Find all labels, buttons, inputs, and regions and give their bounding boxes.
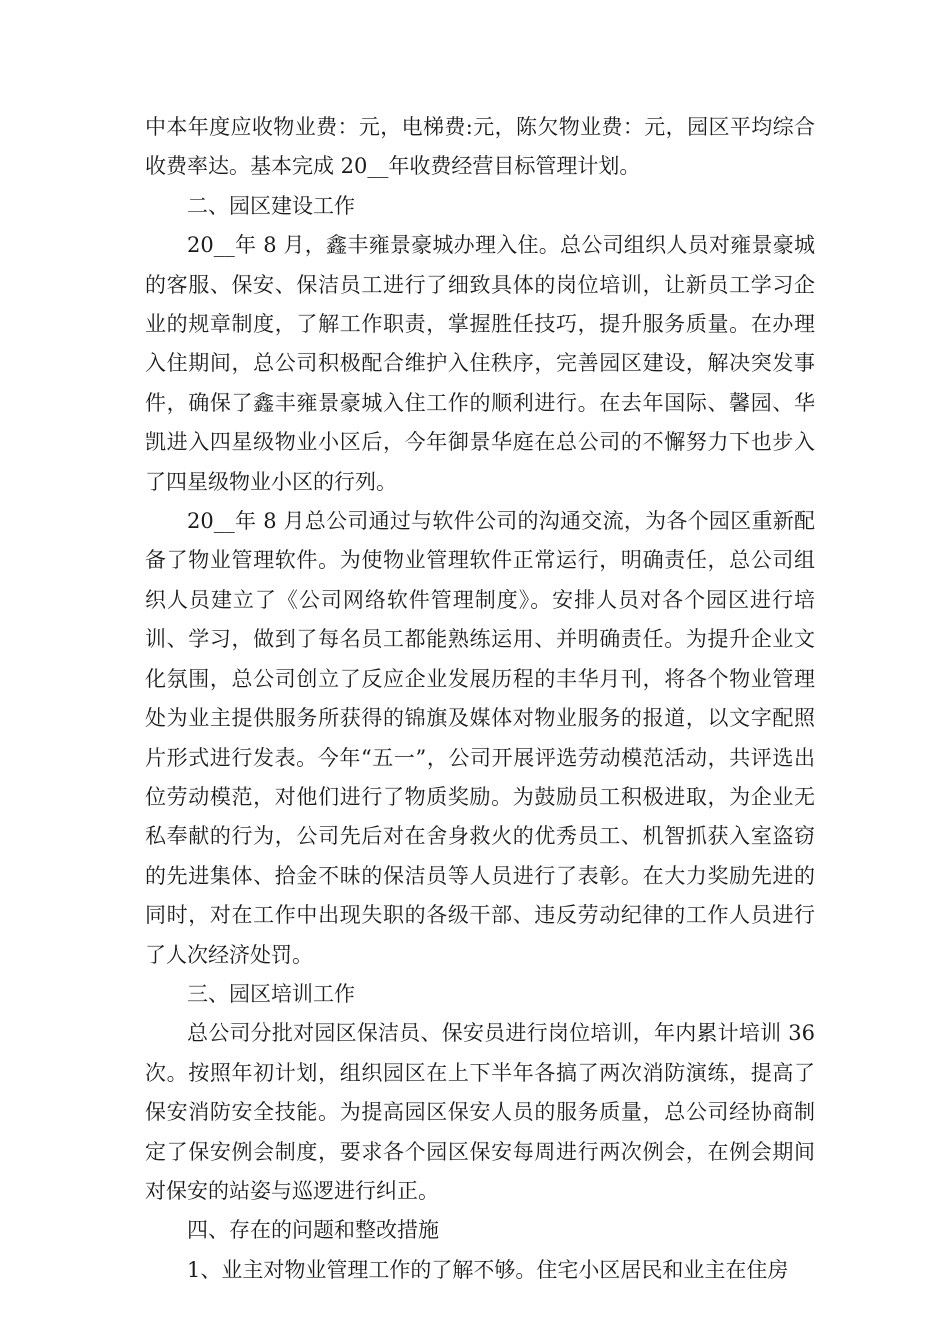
document-page bbox=[145, 108, 815, 1290]
section-heading-park-training: 三、园区培训工作 bbox=[187, 981, 355, 1006]
section-heading-park-construction: 二、园区建设工作 bbox=[187, 193, 355, 218]
paragraph-software: 20__年 8 月总公司通过与软件公司的沟通交流，为各个园区重新配备了物业管理软件。为使物业管理软件正常运行，明确责任，总公司组织人员建立了《公司网络软件管理制度》。安排人员对各个园区进行培训、学习，做到了每名员工都能熟练运用、并明确责任。为提升企业文化氛围，总公司创立了反应企业发展历程的丰华月刊，将各个物业管理处为业主提供服务所获得的锦旗及媒体对物业服务的报道，以文字配照片形式进行发表。今年“五一”，公司开展评选劳动模范活动，共评选出位劳动模范，对他们进行了物质奖励。为鼓励员工积极进取，为企业无私奉献的行为，公司先后对在舍身救火的优秀员工、机智抓获入室盗窃的先进集体、拾金不昧的保洁员等人员进行了表彰。在大力奖励先进的同时，对在工作中出现失职的各级干部、违反劳动纪律的工作人员进行了人次经济处罚。 bbox=[145, 509, 815, 967]
paragraph-training: 总公司分批对园区保洁员、保安员进行岗位培训，年内累计培训 36 次。按照年初计划，组织园区在上下半年各搞了两次消防演练，提高了保安消防安全技能。为提高园区保安人员的服务质量，总公司经协商制定了保安例会制度，要求各个园区保安每周进行两次例会，在例会期间对保安的站姿与巡逻进行纠正。 bbox=[145, 1021, 815, 1203]
paragraph-problem-1: 1、业主对物业管理工作的了解不够。住宅小区居民和业主在住房 bbox=[187, 1257, 789, 1282]
paragraph-fee-summary: 中本年度应收物业费：元，电梯费:元，陈欠物业费：元，园区平均综合收费率达。基本完成 20__年收费经营目标管理计划。 bbox=[145, 115, 815, 179]
paragraph-move-in: 20__年 8 月，鑫丰雍景豪城办理入住。总公司组织人员对雍景豪城的客服、保安、保洁员工进行了细致具体的岗位培训，让新员工学习企业的规章制度，了解工作职责，掌握胜任技巧，提升服务质量。在办理入住期间，总公司积极配合维护入住秩序，完善园区建设，解决突发事件，确保了鑫丰雍景豪城入住工作的顺利进行。在去年国际、馨园、华凯进入四星级物业小区后，今年御景华庭在总公司的不懈努力下也步入了四星级物业小区的行列。 bbox=[145, 233, 815, 494]
section-heading-problems: 四、存在的问题和整改措施 bbox=[187, 1218, 439, 1243]
